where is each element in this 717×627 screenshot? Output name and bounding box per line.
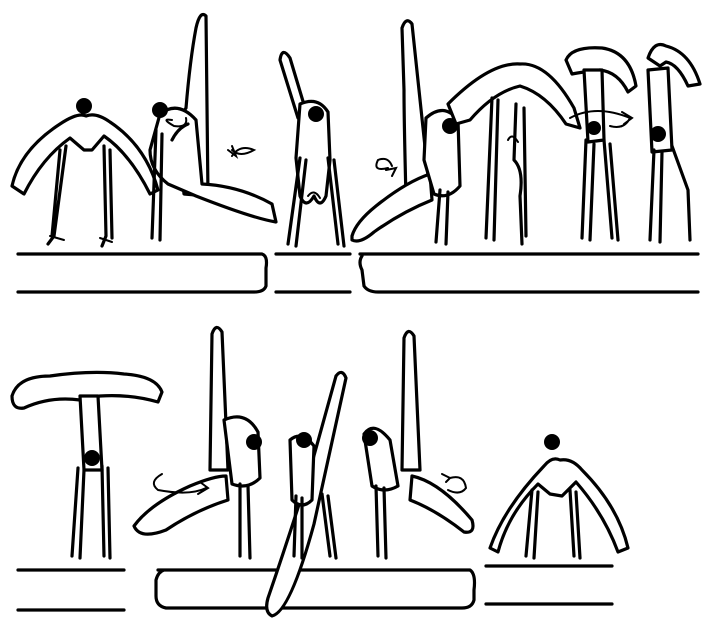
leg-right — [328, 158, 344, 246]
body-arch — [490, 459, 628, 552]
figure-straddle-support — [280, 52, 344, 246]
arm-left — [582, 140, 594, 240]
body-arch — [12, 115, 158, 194]
beam-top-right — [360, 254, 698, 292]
raised-leg — [210, 327, 228, 470]
arm-right — [102, 146, 112, 246]
beam-top-left — [18, 254, 267, 292]
rotation-arrow — [228, 146, 254, 156]
beam-bottom-3 — [486, 566, 612, 604]
figure-v-support — [12, 98, 158, 246]
row-2-apparatus — [18, 566, 612, 610]
arm-right — [570, 490, 580, 558]
head — [76, 98, 92, 114]
arm-right — [604, 140, 618, 240]
figure-leg-circle-down — [134, 327, 262, 558]
figure-scissor-swing — [267, 372, 346, 616]
head — [587, 121, 601, 135]
torso-and-leg — [150, 108, 276, 222]
arm-support — [240, 484, 250, 558]
figure-pike-up — [448, 64, 580, 244]
beam-bottom-2 — [156, 570, 475, 608]
figure-leg-circle-return — [362, 331, 473, 558]
head — [544, 434, 560, 450]
head — [362, 430, 378, 446]
head — [308, 106, 324, 122]
low-leg — [410, 476, 473, 532]
head — [152, 102, 168, 118]
figure-spindle-turn — [566, 48, 636, 240]
raised-leg — [402, 331, 420, 470]
beam-segment-middle — [276, 254, 350, 292]
arm-left — [486, 98, 498, 240]
arm-right — [514, 104, 526, 244]
head — [246, 434, 262, 450]
figure-leg-circle-left — [352, 21, 460, 244]
rotation-arrow — [442, 474, 466, 493]
head — [84, 450, 100, 466]
arm-right — [672, 146, 690, 240]
arm-left — [48, 146, 66, 244]
arm-left — [72, 468, 84, 558]
low-leg — [352, 174, 432, 241]
figure-leg-circle-right — [150, 15, 276, 241]
head — [296, 432, 312, 448]
figure-v-finish — [490, 434, 628, 558]
arm-right — [322, 494, 336, 558]
beam-bottom-1 — [18, 570, 124, 610]
arm-left — [526, 490, 538, 558]
torso — [224, 417, 260, 486]
arm-support — [436, 190, 448, 244]
detail — [508, 136, 518, 142]
figure-half-turn-handstand — [648, 45, 700, 243]
rotation-arrow — [376, 159, 396, 176]
row-1-apparatus — [18, 254, 698, 292]
arm-left — [650, 150, 662, 242]
low-leg — [134, 476, 228, 534]
arm-support — [376, 486, 386, 558]
head — [650, 126, 666, 142]
arm-right — [102, 466, 110, 558]
